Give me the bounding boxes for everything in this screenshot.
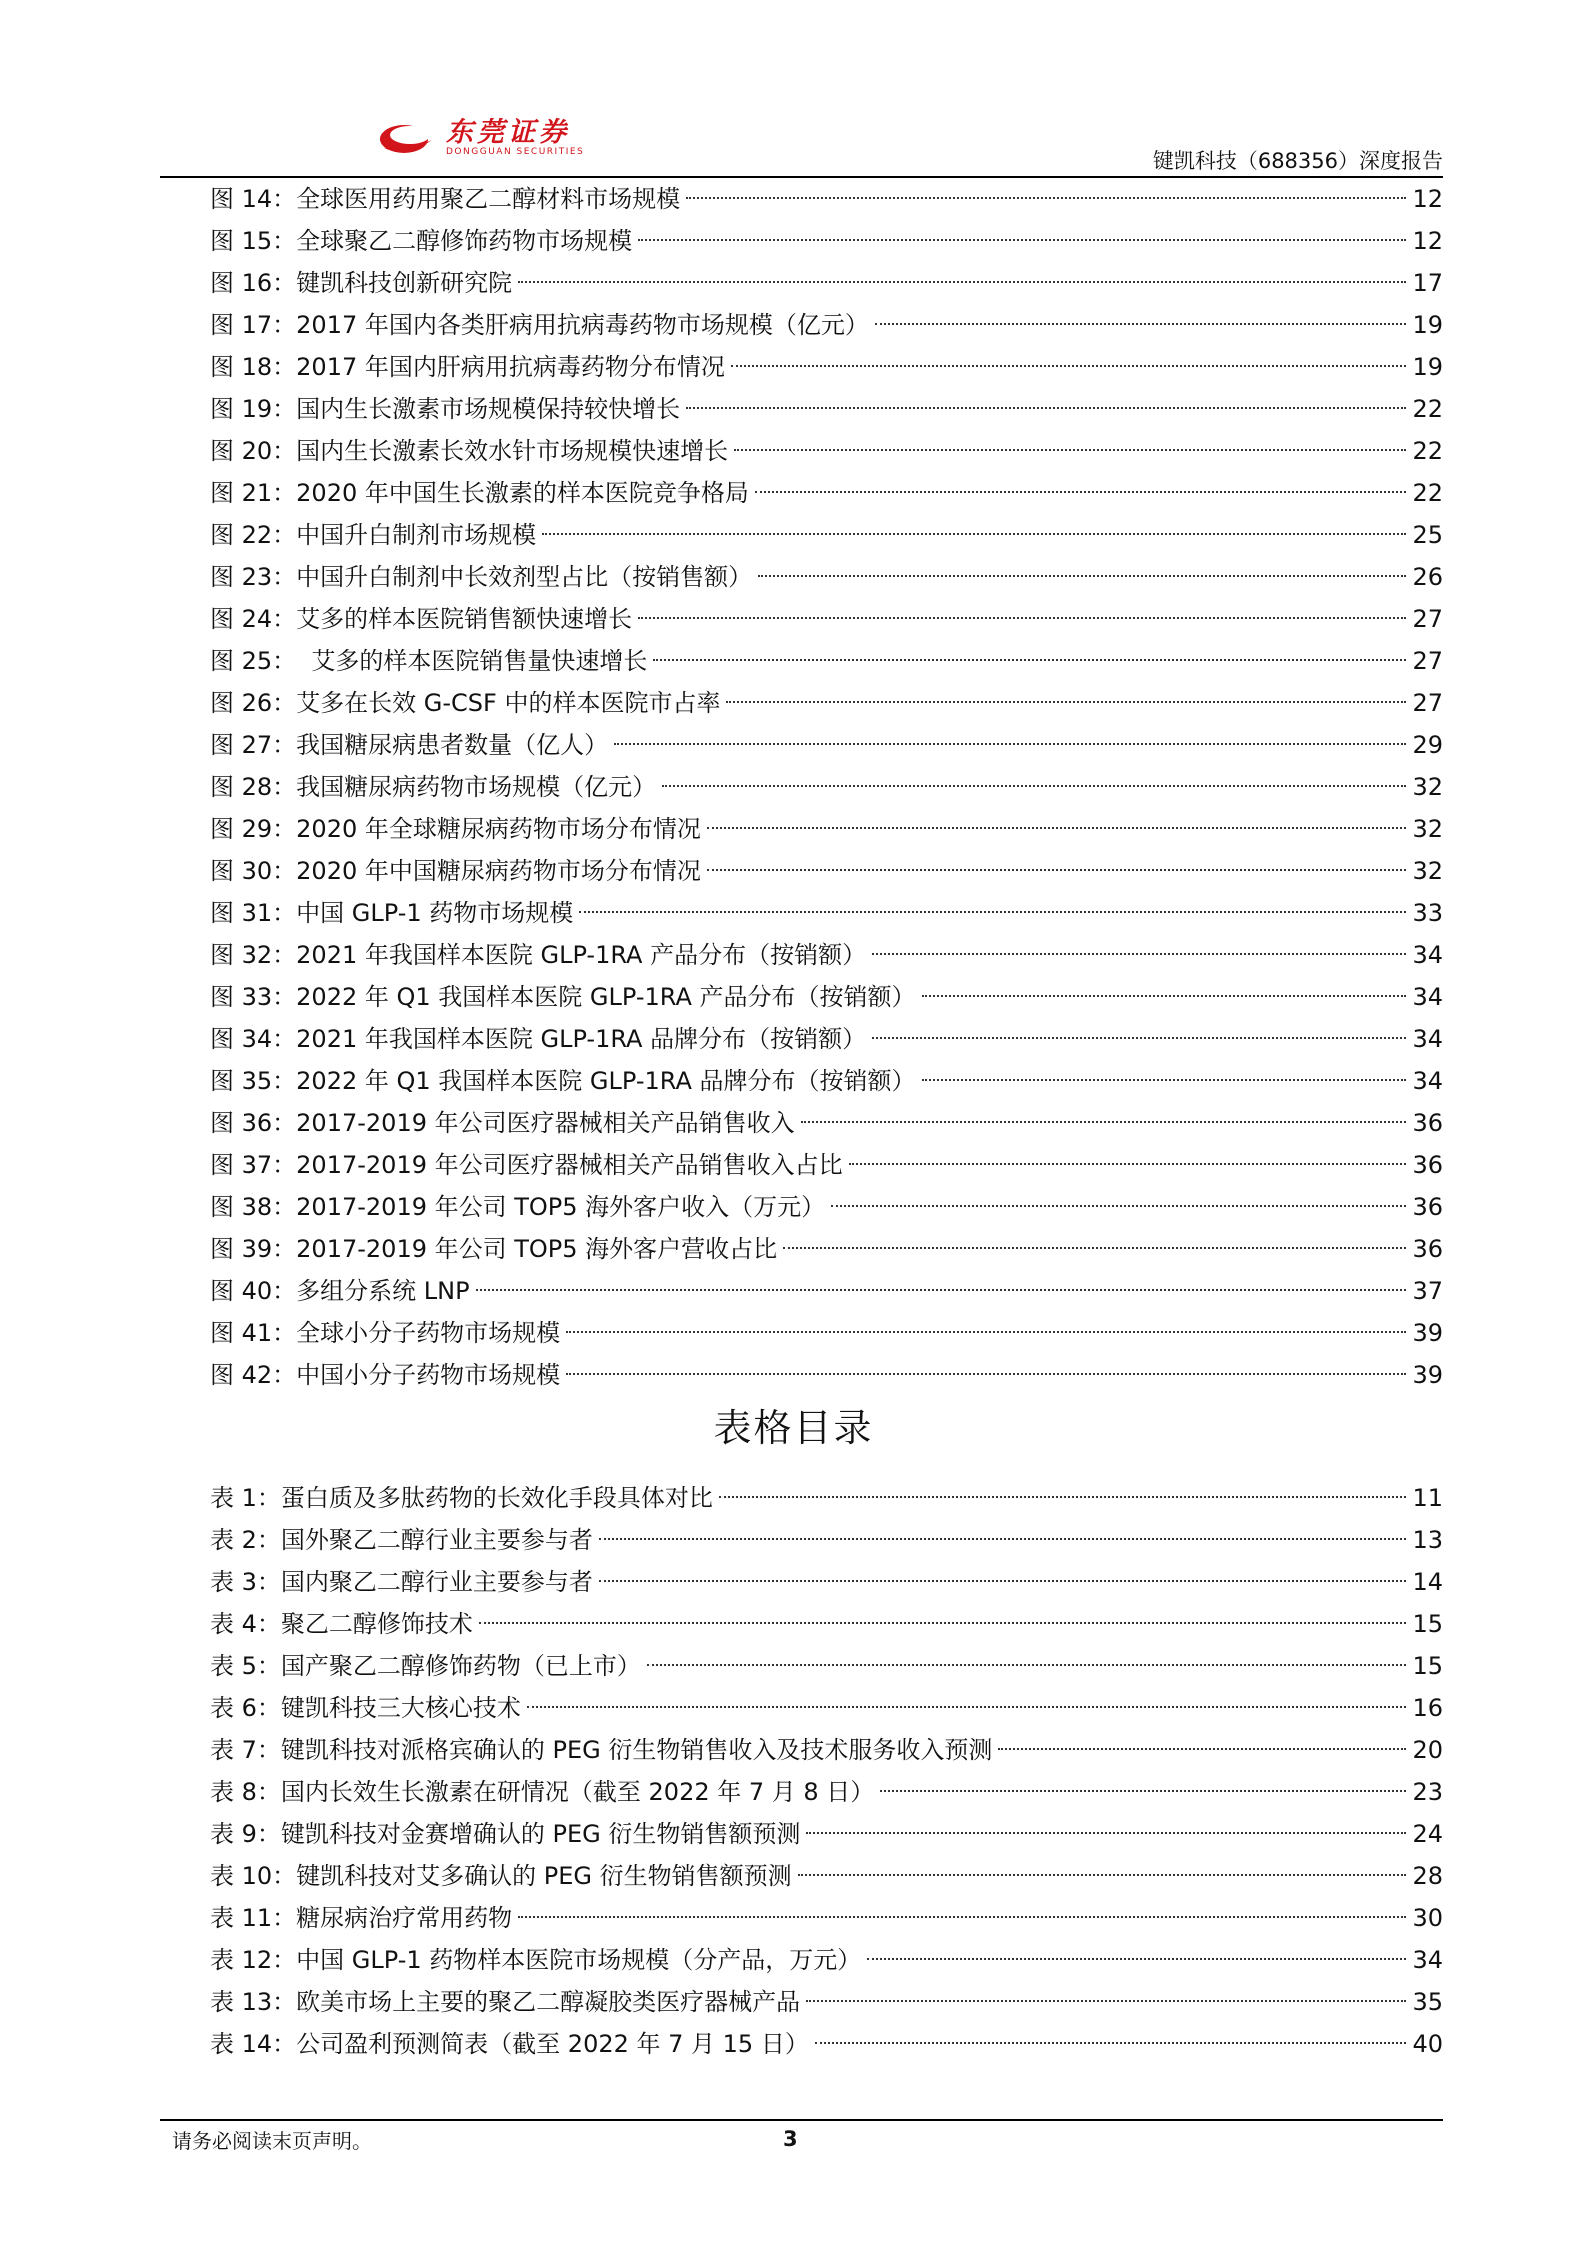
table-toc-entry-label: 表 9：键凯科技对金赛增确认的 PEG 衍生物销售额预测 <box>210 1820 801 1848</box>
figure-toc-entry-label: 图 22：中国升白制剂市场规模 <box>210 521 537 549</box>
table-toc-entry-label: 表 11：糖尿病治疗常用药物 <box>210 1904 513 1932</box>
figure-toc-entry[interactable] <box>210 472 1443 514</box>
dot-leader <box>686 407 1406 409</box>
dot-leader <box>653 659 1406 661</box>
figure-toc-entry-label: 图 15：全球聚乙二醇修饰药物市场规模 <box>210 227 633 255</box>
table-toc-entry-label: 表 7：键凯科技对派格宾确认的 PEG 衍生物销售收入及技术服务收入预测 <box>210 1736 993 1764</box>
dot-leader <box>922 995 1407 997</box>
figure-toc-entry[interactable] <box>210 934 1443 976</box>
table-toc-entry[interactable] <box>210 1981 1443 2023</box>
figure-toc-entry-page: 22 <box>1412 479 1443 507</box>
footer-disclaimer: 请务必阅读末页声明。 <box>172 2129 372 2153</box>
dot-leader <box>726 701 1406 703</box>
figure-toc-entry-page: 22 <box>1412 395 1443 423</box>
table-toc-entry-page: 15 <box>1412 1610 1443 1638</box>
figure-toc-entry-page: 26 <box>1412 563 1443 591</box>
table-toc-entry-page: 15 <box>1412 1652 1443 1680</box>
table-toc-entry-page: 34 <box>1412 1946 1443 1974</box>
table-toc-entry-page: 24 <box>1412 1820 1443 1848</box>
table-toc-entry-page: 40 <box>1412 2030 1443 2058</box>
dot-leader <box>476 1289 1407 1291</box>
dot-leader <box>734 449 1406 451</box>
dot-leader <box>527 1706 1407 1708</box>
figure-toc-entry-page: 34 <box>1412 983 1443 1011</box>
figure-toc-entry-page: 32 <box>1412 857 1443 885</box>
table-toc-entry[interactable] <box>210 1561 1443 1603</box>
table-toc-entry-page: 16 <box>1412 1694 1443 1722</box>
figure-toc-entry[interactable] <box>210 304 1443 346</box>
figure-toc-entry[interactable] <box>210 1018 1443 1060</box>
dot-leader <box>849 1163 1407 1165</box>
table-toc-entry-label: 表 5：国产聚乙二醇修饰药物（已上市） <box>210 1652 641 1680</box>
figure-toc-entry[interactable] <box>210 430 1443 472</box>
figure-toc-entry-page: 33 <box>1412 899 1443 927</box>
figure-toc-entry-label: 图 20：国内生长激素长效水针市场规模快速增长 <box>210 437 729 465</box>
figure-toc-entry-label: 图 40：多组分系统 LNP <box>210 1277 470 1305</box>
figure-list <box>210 178 1443 1396</box>
figure-toc-entry[interactable] <box>210 1144 1443 1186</box>
dot-leader <box>867 1958 1406 1960</box>
footer-divider <box>160 2119 1443 2121</box>
figure-toc-entry-label: 图 32：2021 年我国样本医院 GLP-1RA 产品分布（按销额） <box>210 941 867 969</box>
table-toc-entry-label: 表 1：蛋白质及多肽药物的长效化手段具体对比 <box>210 1484 713 1512</box>
figure-toc-entry-page: 34 <box>1412 941 1443 969</box>
dot-leader <box>638 617 1406 619</box>
figure-toc-entry-page: 34 <box>1412 1067 1443 1095</box>
dot-leader <box>731 365 1407 367</box>
figure-toc-entry[interactable] <box>210 724 1443 766</box>
table-toc-entry[interactable] <box>210 1519 1443 1561</box>
table-toc-entry[interactable] <box>210 1771 1443 1813</box>
figure-toc-entry[interactable] <box>210 682 1443 724</box>
figure-toc-entry-page: 34 <box>1412 1025 1443 1053</box>
figure-toc-entry-label: 图 31：中国 GLP-1 药物市场规模 <box>210 899 574 927</box>
table-toc-entry[interactable] <box>210 1477 1443 1519</box>
figure-toc-entry-label: 图 19：国内生长激素市场规模保持较快增长 <box>210 395 681 423</box>
figure-toc-entry-page: 19 <box>1412 311 1443 339</box>
dot-leader <box>542 533 1406 535</box>
figure-toc-entry-label: 图 28：我国糖尿病药物市场规模（亿元） <box>210 773 657 801</box>
figure-toc-entry[interactable] <box>210 976 1443 1018</box>
dot-leader <box>599 1580 1407 1582</box>
figure-toc-entry[interactable] <box>210 514 1443 556</box>
figure-toc-entry[interactable] <box>210 388 1443 430</box>
dot-leader <box>479 1622 1407 1624</box>
dot-leader <box>831 1205 1406 1207</box>
page-number: 3 <box>783 2127 798 2151</box>
figure-toc-entry[interactable] <box>210 766 1443 808</box>
figure-toc-entry-label: 图 23：中国升白制剂中长效剂型占比（按销售额） <box>210 563 753 591</box>
figure-toc-entry-label: 图 38：2017-2019 年公司 TOP5 海外客户收入（万元） <box>210 1193 826 1221</box>
figure-toc-entry[interactable] <box>210 220 1443 262</box>
table-toc-entry-label: 表 12：中国 GLP-1 药物样本医院市场规模（分产品，万元） <box>210 1946 862 1974</box>
figure-toc-entry[interactable] <box>210 1186 1443 1228</box>
figure-toc-entry[interactable] <box>210 346 1443 388</box>
dot-leader <box>707 869 1407 871</box>
figure-toc-entry-page: 19 <box>1412 353 1443 381</box>
dot-leader <box>872 1037 1406 1039</box>
dot-leader <box>801 1121 1407 1123</box>
table-toc-entry[interactable] <box>210 1813 1443 1855</box>
figure-toc-entry[interactable] <box>210 850 1443 892</box>
dot-leader <box>638 239 1406 241</box>
table-toc-entry-label: 表 2：国外聚乙二醇行业主要参与者 <box>210 1526 593 1554</box>
figure-toc-entry-page: 39 <box>1412 1361 1443 1389</box>
figure-toc-entry[interactable] <box>210 598 1443 640</box>
figure-toc-entry[interactable] <box>210 808 1443 850</box>
dot-leader <box>783 1247 1406 1249</box>
figure-toc-entry-page: 36 <box>1412 1151 1443 1179</box>
figure-toc-entry[interactable] <box>210 1228 1443 1270</box>
dot-leader <box>758 575 1406 577</box>
figure-toc-entry-label: 图 27：我国糖尿病患者数量（亿人） <box>210 731 609 759</box>
figure-toc-entry[interactable] <box>210 178 1443 220</box>
figure-toc-entry-page: 29 <box>1412 731 1443 759</box>
figure-toc-entry[interactable] <box>210 640 1443 682</box>
figure-toc-entry[interactable] <box>210 262 1443 304</box>
dot-leader <box>614 743 1406 745</box>
table-toc-entry-label: 表 6：键凯科技三大核心技术 <box>210 1694 521 1722</box>
logo-name-cn: 东莞证券 <box>446 116 570 148</box>
tables-heading: 表格目录 <box>713 1406 874 1450</box>
figure-toc-entry[interactable] <box>210 556 1443 598</box>
dot-leader <box>998 1748 1406 1750</box>
figure-toc-entry-page: 25 <box>1412 521 1443 549</box>
table-toc-entry[interactable] <box>210 1687 1443 1729</box>
dot-leader <box>806 2000 1406 2002</box>
table-list <box>210 1477 1443 2065</box>
table-toc-entry[interactable] <box>210 1729 1443 1771</box>
table-toc-entry[interactable] <box>210 1603 1443 1645</box>
logo-name-en: DONGGUAN SECURITIES <box>446 146 585 157</box>
figure-toc-entry-page: 39 <box>1412 1319 1443 1347</box>
dot-leader <box>875 323 1407 325</box>
table-toc-entry[interactable] <box>210 1645 1443 1687</box>
figure-toc-entry-label: 图 33：2022 年 Q1 我国样本医院 GLP-1RA 产品分布（按销额） <box>210 983 916 1011</box>
table-toc-entry-label: 表 14：公司盈利预测简表（截至 2022 年 7 月 15 日） <box>210 2030 809 2058</box>
figure-toc-entry[interactable] <box>210 1102 1443 1144</box>
dot-leader <box>566 1373 1406 1375</box>
table-toc-entry-page: 20 <box>1412 1736 1443 1764</box>
dot-leader <box>798 1874 1407 1876</box>
dot-leader <box>806 1832 1406 1834</box>
figure-toc-entry-label: 图 30：2020 年中国糖尿病药物市场分布情况 <box>210 857 701 885</box>
figure-toc-entry-page: 17 <box>1412 269 1443 297</box>
table-toc-entry-page: 14 <box>1412 1568 1443 1596</box>
figure-toc-entry[interactable] <box>210 1270 1443 1312</box>
figure-toc-entry[interactable] <box>210 1312 1443 1354</box>
figure-toc-entry-label: 图 18：2017 年国内肝病用抗病毒药物分布情况 <box>210 353 725 381</box>
figure-toc-entry-label: 图 42：中国小分子药物市场规模 <box>210 1361 561 1389</box>
figure-toc-entry-label: 图 17：2017 年国内各类肝病用抗病毒药物市场规模（亿元） <box>210 311 869 339</box>
table-toc-entry[interactable] <box>210 2023 1443 2065</box>
dot-leader <box>518 281 1406 283</box>
figure-toc-entry-label: 图 21：2020 年中国生长激素的样本医院竞争格局 <box>210 479 749 507</box>
figure-toc-entry-label: 图 24：艾多的样本医院销售额快速增长 <box>210 605 633 633</box>
figure-toc-entry-page: 36 <box>1412 1109 1443 1137</box>
table-toc-entry-label: 表 4：聚乙二醇修饰技术 <box>210 1610 473 1638</box>
table-toc-entry[interactable] <box>210 1855 1443 1897</box>
figure-toc-entry-label: 图 34：2021 年我国样本医院 GLP-1RA 品牌分布（按销额） <box>210 1025 867 1053</box>
figure-toc-entry-page: 37 <box>1412 1277 1443 1305</box>
figure-toc-entry-page: 32 <box>1412 815 1443 843</box>
dot-leader <box>518 1916 1406 1918</box>
figure-toc-entry-page: 27 <box>1412 647 1443 675</box>
logo-swoosh-icon <box>378 118 436 158</box>
figure-toc-entry-label: 图 16：键凯科技创新研究院 <box>210 269 513 297</box>
dot-leader <box>922 1079 1407 1081</box>
figure-toc-entry-page: 36 <box>1412 1235 1443 1263</box>
dot-leader <box>686 197 1406 199</box>
figure-toc-entry-label: 图 35：2022 年 Q1 我国样本医院 GLP-1RA 品牌分布（按销额） <box>210 1067 916 1095</box>
table-toc-entry-label: 表 10：键凯科技对艾多确认的 PEG 衍生物销售额预测 <box>210 1862 792 1890</box>
dot-leader <box>599 1538 1407 1540</box>
table-toc-entry-page: 35 <box>1412 1988 1443 2016</box>
dot-leader <box>579 911 1406 913</box>
figure-toc-entry-label: 图 26：艾多在长效 G-CSF 中的样本医院市占率 <box>210 689 721 717</box>
dot-leader <box>707 827 1407 829</box>
table-toc-entry-page: 30 <box>1412 1904 1443 1932</box>
figure-toc-entry-page: 12 <box>1412 227 1443 255</box>
figure-toc-entry-label: 图 29：2020 年全球糖尿病药物市场分布情况 <box>210 815 701 843</box>
figure-toc-entry-label: 图 25： 艾多的样本医院销售量快速增长 <box>210 647 648 675</box>
table-toc-entry[interactable] <box>210 1897 1443 1939</box>
figure-toc-entry-page: 27 <box>1412 689 1443 717</box>
dot-leader <box>755 491 1407 493</box>
dot-leader <box>815 2042 1407 2044</box>
figure-toc-entry-page: 32 <box>1412 773 1443 801</box>
table-toc-entry[interactable] <box>210 1939 1443 1981</box>
figure-toc-entry-label: 图 37：2017-2019 年公司医疗器械相关产品销售收入占比 <box>210 1151 843 1179</box>
dot-leader <box>880 1790 1406 1792</box>
figure-toc-entry-page: 36 <box>1412 1193 1443 1221</box>
dot-leader <box>566 1331 1406 1333</box>
table-toc-entry-page: 28 <box>1412 1862 1443 1890</box>
dot-leader <box>662 785 1406 787</box>
figure-toc-entry-label: 图 41：全球小分子药物市场规模 <box>210 1319 561 1347</box>
dot-leader <box>872 953 1406 955</box>
dot-leader <box>719 1496 1407 1498</box>
figure-toc-entry[interactable] <box>210 1354 1443 1396</box>
table-toc-entry-page: 13 <box>1412 1526 1443 1554</box>
figure-toc-entry-label: 图 14：全球医用药用聚乙二醇材料市场规模 <box>210 185 681 213</box>
table-toc-entry-page: 11 <box>1412 1484 1443 1512</box>
table-toc-entry-label: 表 3：国内聚乙二醇行业主要参与者 <box>210 1568 593 1596</box>
table-toc-entry-page: 23 <box>1412 1778 1443 1806</box>
figure-toc-entry-page: 22 <box>1412 437 1443 465</box>
page-header <box>160 100 1443 178</box>
report-title: 键凯科技（688356）深度报告 <box>1152 149 1443 173</box>
dongguan-securities-logo <box>378 118 584 158</box>
figure-toc-entry-label: 图 36：2017-2019 年公司医疗器械相关产品销售收入 <box>210 1109 795 1137</box>
figure-toc-entry-page: 27 <box>1412 605 1443 633</box>
table-toc-entry-label: 表 13：欧美市场上主要的聚乙二醇凝胶类医疗器械产品 <box>210 1988 801 2016</box>
figure-toc-entry-label: 图 39：2017-2019 年公司 TOP5 海外客户营收占比 <box>210 1235 778 1263</box>
table-toc-entry-label: 表 8：国内长效生长激素在研情况（截至 2022 年 7 月 8 日） <box>210 1778 875 1806</box>
figure-toc-entry[interactable] <box>210 1060 1443 1102</box>
figure-toc-entry[interactable] <box>210 892 1443 934</box>
figure-toc-entry-page: 12 <box>1412 185 1443 213</box>
dot-leader <box>647 1664 1407 1666</box>
